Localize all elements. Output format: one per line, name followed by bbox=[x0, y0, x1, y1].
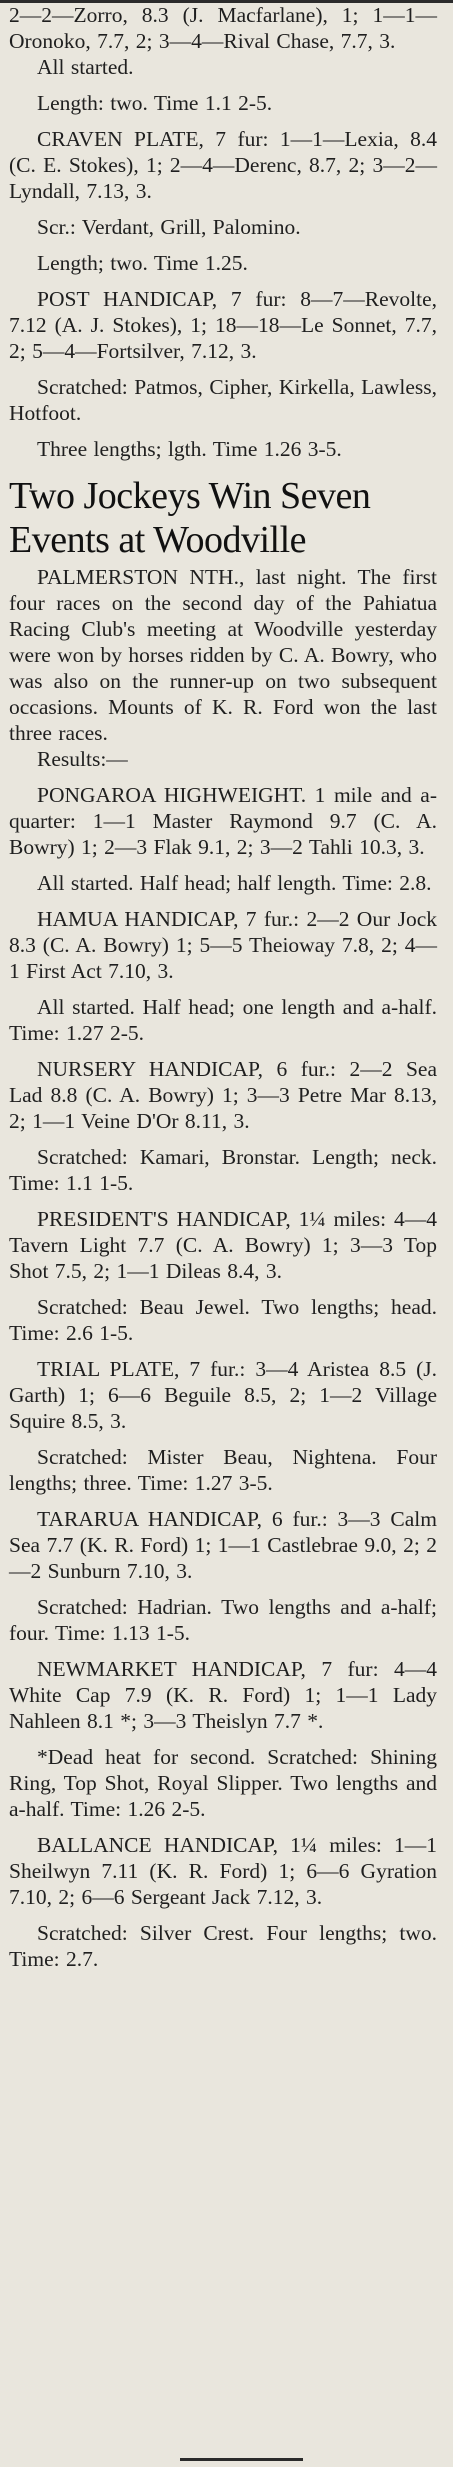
race-entry: NURSERY HANDICAP, 6 fur.: 2—2 Sea Lad 8.8 (C. A. Bowry) 1; 3—3 Petre Mar 8.13, 2; 1—1 Veine D'Or 8.11, 3. bbox=[9, 1057, 437, 1133]
race-entry: PONGAROA HIGHWEIGHT. 1 mile and a-quarter: 1—1 Master Raymond 9.7 (C. A. Bowry) 1; 2—3 Flak 9.1, 2; 3—2 Tahli 10.3, 3. bbox=[9, 783, 437, 859]
top-rule bbox=[0, 0, 453, 3]
scratched-line: Scratched: Kamari, Bronstar. Length; neck. Time: 1.1 1-5. bbox=[9, 1145, 437, 1195]
scratched-line: Scratched: Silver Crest. Four lengths; two. Time: 2.7. bbox=[9, 1921, 437, 1971]
scratched-line: Scratched: Beau Jewel. Two lengths; head. Time: 2.6 1-5. bbox=[9, 1295, 437, 1345]
race-entry: TRIAL PLATE, 7 fur.: 3—4 Aristea 8.5 (J. Garth) 1; 6—6 Beguile 8.5, 2; 1—2 Village Squire 8.5, 3. bbox=[9, 1357, 437, 1433]
race-entry: NEWMARKET HANDICAP, 7 fur: 4—4 White Cap 7.9 (K. R. Ford) 1; 1—1 Lady Nahleen 8.1 *; 3—3 Theislyn 7.7 *. bbox=[9, 1657, 437, 1733]
lead-paragraph: PALMERSTON NTH., last night. The first four races on the second day of the Pahiatua Racing Club's meeting at Woodville yesterday were won by horses ridden by C. A. Bowry, who was also on the runner-up on two subsequent occasions. Mounts of K. R. Ford won the last three races. bbox=[9, 565, 437, 745]
result-paragraph: Length: two. Time 1.1 2-5. bbox=[37, 91, 273, 115]
scratched-line: *Dead heat for second. Scratched: Shining Ring, Top Shot, Royal Slipper. Two lengths and a-half. Time: 1.26 2-5. bbox=[9, 1745, 437, 1821]
result-paragraph: All started. bbox=[37, 55, 134, 79]
result-paragraph: All started. Half head; half length. Time: 2.8. bbox=[37, 871, 432, 895]
scratched-line: Scr.: Verdant, Grill, Palomino. bbox=[37, 215, 301, 239]
race-entry: TARARUA HANDICAP, 6 fur.: 3—3 Calm Sea 7.7 (K. R. Ford) 1; 1—1 Castlebrae 9.0, 2; 2—2 Sunburn 7.10, 3. bbox=[9, 1507, 437, 1583]
article-headline: Two Jockeys Win Seven Events at Woodville bbox=[9, 475, 371, 561]
race-entry: PRESIDENT'S HANDICAP, 1¼ miles: 4—4 Tavern Light 7.7 (C. A. Bowry) 1; 3—3 Top Shot 7.5, 2; 1—1 Dileas 8.4, 3. bbox=[9, 1207, 437, 1283]
race-entry: CRAVEN PLATE, 7 fur: 1—1—Lexia, 8.4 (C. E. Stokes), 1; 2—4—Derenc, 8.7, 2; 3—2—Lyndall, 7.13, 3. bbox=[9, 127, 437, 203]
result-paragraph: Three lengths; lgth. Time 1.26 3-5. bbox=[37, 437, 342, 461]
results-label: Results:— bbox=[37, 747, 128, 771]
race-results-continued bbox=[9, 2, 437, 462]
result-paragraph: 2—2—Zorro, 8.3 (J. Macfarlane), 1; 1—1—Oronoko, 7.7, 2; 3—4—Rival Chase, 7.7, 3. bbox=[9, 3, 437, 53]
result-paragraph: All started. Half head; one length and a-half. Time: 1.27 2-5. bbox=[9, 995, 437, 1045]
race-entry: POST HANDICAP, 7 fur: 8—7—Revolte, 7.12 (A. J. Stokes), 1; 18—18—Le Sonnet, 7.7, 2; 5—4—Fortsilver, 7.12, 3. bbox=[9, 287, 437, 363]
scratched-line: Scratched: Hadrian. Two lengths and a-half; four. Time: 1.13 1-5. bbox=[9, 1595, 437, 1645]
result-paragraph: Length; two. Time 1.25. bbox=[37, 251, 248, 275]
race-entry: HAMUA HANDICAP, 7 fur.: 2—2 Our Jock 8.3 (C. A. Bowry) 1; 5—5 Theioway 7.8, 2; 4—1 First Act 7.10, 3. bbox=[9, 907, 437, 983]
bottom-rule bbox=[180, 2458, 303, 2461]
scratched-line: Scratched: Patmos, Cipher, Kirkella, Lawless, Hotfoot. bbox=[9, 375, 437, 425]
article-body bbox=[9, 564, 437, 1972]
scratched-line: Scratched: Mister Beau, Nightena. Four lengths; three. Time: 1.27 3-5. bbox=[9, 1445, 437, 1495]
race-entry: BALLANCE HANDICAP, 1¼ miles: 1—1 Sheilwyn 7.11 (K. R. Ford) 1; 6—6 Gyration 7.10, 2; 6—6 Sergeant Jack 7.12, 3. bbox=[9, 1833, 437, 1909]
